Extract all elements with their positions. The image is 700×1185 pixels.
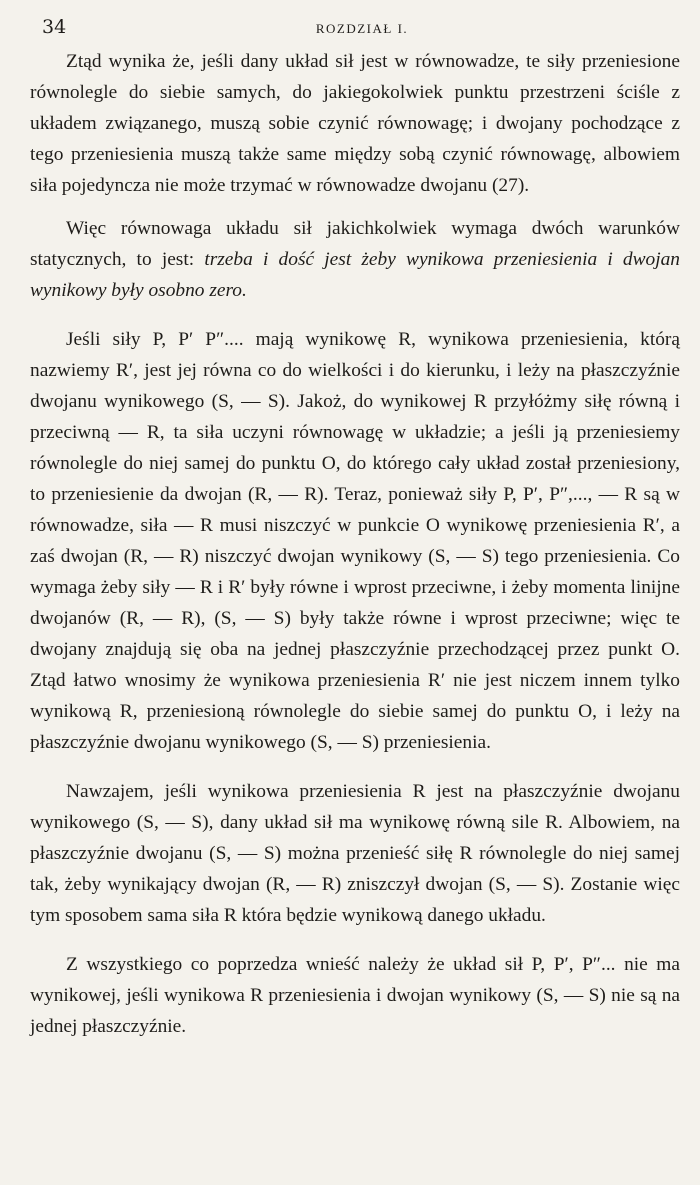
paragraph-5: Z wszystkiego co poprzedza wnieść należy że układ sił P, P′, P″... nie ma wynikowej, jeśli wynikowa R przeniesienia i dwojan wynikowy (S, — S) nie są na jednej płaszczyźnie. (30, 954, 680, 1037)
running-head: ROZDZIAŁ I. (315, 21, 409, 36)
paragraph-1: Ztąd wynika że, jeśli dany układ sił jest w równowadze, te siły przeniesione równolegle do siebie samych, do jakiegokolwiek punktu przestrzeni ściśle z układem związanego, muszą sobie czynić równowagę; i dwojany pochodzące z tego przeniesienia muszą także same między sobą czynić równowagę, albowiem siła pojedyncza nie może trzymać w równowadze dwojanu (27). (30, 51, 680, 196)
paragraph-2-text: Więc równowaga układu sił jakichkolwiek wymaga dwóch warunków statycznych, to jest: (30, 218, 680, 270)
page-number: 34 (42, 16, 67, 38)
page-body (30, 46, 680, 1042)
paragraph-2-italic: trzeba i dość jest żeby wynikowa przeniesienia i dwojan wynikowy były osobno zero. (30, 249, 681, 301)
page-header (42, 14, 682, 40)
paragraph-3: Jeśli siły P, P′ P″.... mają wynikowę R, wynikowa przeniesienia, którą nazwiemy R′, jest jej równa co do wielkości i do kierunku, i leży na płaszczyźnie dwojanu wynikowego (S, — S). Jakoż, do wynikowej R przyłóżmy siłę równą i przeciwną — R, ta siła uczyni równowagę w układzie; a jeśli ją przeniesiemy równolegle do niej samej do punktu O, do którego cały układ został przeniesiony, to przeniesienie da dwojan (R, — R). Teraz, ponieważ siły P, P′, P″,..., — R są w równowadze, siła — R musi niszczyć w punkcie O wynikowę przeniesienia R′, a zaś dwojan (R, — R) niszczyć dwojan wynikowy (S, — S) tego przeniesienia. Co wymaga żeby siły — R i R′ były równe i wprost przeciwne, i żeby momenta linijne dwojanów (R, — R), (S, — S) były także równe i wprost przeciwne; więc te dwojany znajdują się oba na jednej płaszczyźnie przechodzącej przez punkt O. Ztąd łatwo wnosimy że wynikowa przeniesienia R′ nie jest niczem innem tylko wynikową R, przeniesioną równolegle do siebie samej do punktu O, i leży na płaszczyźnie dwojanu wynikowego (S, — S) przeniesienia. (30, 329, 680, 753)
paragraph-gap (30, 931, 680, 949)
paragraph-gap (30, 201, 680, 213)
paragraph-gap (30, 306, 680, 324)
paragraph-4: Nawzajem, jeśli wynikowa przeniesienia R jest na płaszczyźnie dwojanu wynikowego (S, — S), dany układ sił ma wynikowę równą sile R. Albowiem, na płaszczyźnie dwojanu (S, — S) można przenieść siłę R równolegle do niej samej tak, żeby wynikający dwojan (R, — R) zniszczył dwojan (S, — S). Zostanie więc tym sposobem sama siła R która będzie wynikową danego układu. (30, 781, 680, 926)
paragraph-gap (30, 758, 680, 776)
paragraph-2 (30, 213, 680, 306)
